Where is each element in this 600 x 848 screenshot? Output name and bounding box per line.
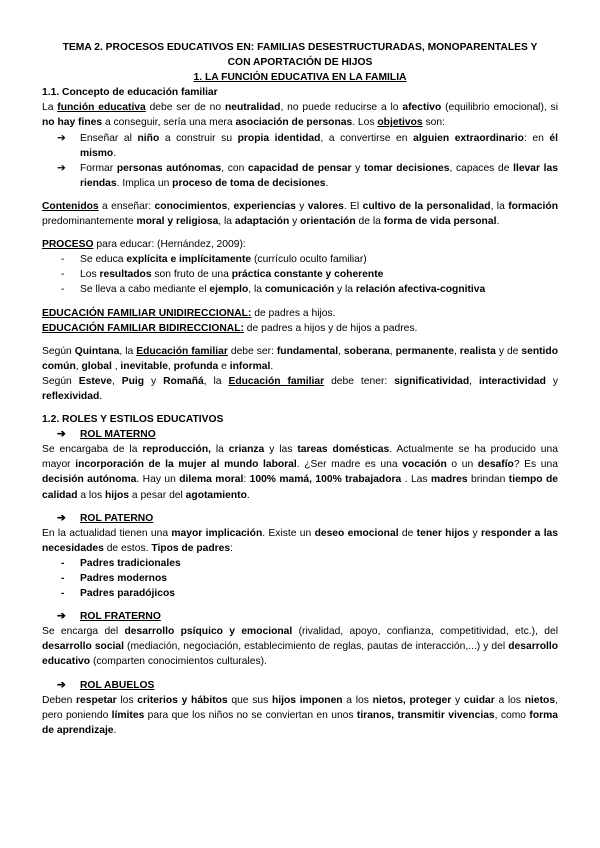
rol-materno-text: Se encargaba de la reproducción, la crianza y las tareas domésticas. Actualmente se ha producido una mayor incorporación de la mujer al mundo laboral. ¿Ser madre es una vocación o un desafío? Es una decisión autónoma. Hay un dilema moral: 100% mamá, 100% trabajadora . Las madres brindan tiempo de calidad a los hijos a pesar del agotamiento. [42, 444, 558, 501]
list-item: - Padres tradicionales [61, 557, 181, 569]
rol-abuelos-heading: ➔ ROL ABUELOS [42, 678, 558, 693]
arrow-icon: ➔ [57, 679, 66, 691]
educacion-bidireccional: EDUCACIÓN FAMILIAR BIDIRECCIONAL: de padres a hijos y de hijos a padres. [42, 322, 418, 334]
paragraph-quintana: Según Quintana, la Educación familiar debe ser: fundamental, soberana, permanente, realista y de sentido común, global , inevitable, profunda e informal. [42, 345, 558, 372]
proceso-list [42, 252, 558, 297]
document-title: TEMA 2. PROCESOS EDUCATIVOS EN: FAMILIAS DESESTRUCTURADAS, MONOPARENTALES Y CON APORTACIÓN DE HIJOS [62, 42, 538, 69]
arrow-icon: ➔ [57, 611, 66, 623]
list-item: ➔ Formar personas autónomas, con capacidad de pensar y tomar decisiones, capaces de llevar las riendas. Implica un proceso de toma de decisiones. [57, 162, 558, 189]
educacion-unidireccional: EDUCACIÓN FAMILIAR UNIDIRECCIONAL: de padres a hijos. [42, 307, 336, 319]
paragraph-funcion-educativa: La función educativa debe ser de no neutralidad, no puede reducirse a lo afectivo (equilibrio emocional), si no hay fines a conseguir, sería una mera asociación de personas. Los objetivos son: [42, 102, 558, 129]
arrow-icon: ➔ [57, 429, 66, 441]
document-page [42, 40, 558, 738]
list-item: - Padres modernos [61, 573, 167, 584]
list-item: - Se lleva a cabo mediante el ejemplo, la comunicación y la relación afectiva-cognitiva [61, 284, 486, 296]
list-item: - Padres paradójicos [61, 588, 175, 600]
rol-paterno-text: En la actualidad tienen una mayor implicación. Existe un deseo emocional de tener hijos y responder a las necesidades de estos. Tipos de padres: [42, 527, 559, 554]
rol-abuelos-text: Deben respetar los criterios y hábitos que sus hijos imponen a los nietos, proteger y cuidar a los nietos, pero poniendo límites para que los niños no se conviertan en unos tiranos, transmitir vivencias, como forma de aprendizaje. [42, 694, 558, 736]
heading-1-2: 1.2. ROLES Y ESTILOS EDUCATIVOS [42, 414, 224, 426]
arrow-icon: ➔ [57, 132, 66, 144]
objetivos-list [42, 131, 558, 191]
rol-paterno-heading: ➔ ROL PATERNO [42, 511, 558, 526]
arrow-icon: ➔ [57, 512, 66, 524]
tipos-padres-list [42, 556, 558, 601]
paragraph-contenidos: Contenidos a enseñar: conocimientos, experiencias y valores. El cultivo de la personalidad, la formación predominantemente moral y religiosa, la adaptación y orientación de la forma de vida personal. [42, 200, 558, 228]
arrow-icon: ➔ [57, 162, 66, 174]
list-item: - Se educa explícita e implícitamente (currículo oculto familiar) [61, 254, 367, 266]
rol-fraterno-heading: ➔ ROL FRATERNO [42, 609, 558, 624]
rol-materno-heading: ➔ ROL MATERNO [42, 427, 558, 442]
paragraph-proceso: PROCESO para educar: (Hernández, 2009): [42, 239, 246, 251]
paragraph-esteve: Según Esteve, Puig y Romañá, la Educación familiar debe tener: significatividad, interactividad y reflexividad. [42, 375, 559, 402]
list-item: - Los resultados son fruto de una práctica constante y coherente [61, 269, 384, 281]
section-1-title: 1. LA FUNCIÓN EDUCATIVA EN LA FAMILIA [193, 72, 407, 84]
list-item: ➔ Enseñar al niño a construir su propia identidad, a convertirse en alguien extraordinario: en él mismo. [57, 132, 558, 159]
rol-fraterno-text: Se encarga del desarrollo psíquico y emocional (rivalidad, apoyo, confianza, competitividad, etc.), del desarrollo social (mediación, negociación, establecimiento de reglas, pautas de interacción,...) y del desarrollo educativo (comparten conocimientos culturales). [42, 626, 559, 668]
heading-1-1: 1.1. Concepto de educación familiar [42, 87, 218, 99]
